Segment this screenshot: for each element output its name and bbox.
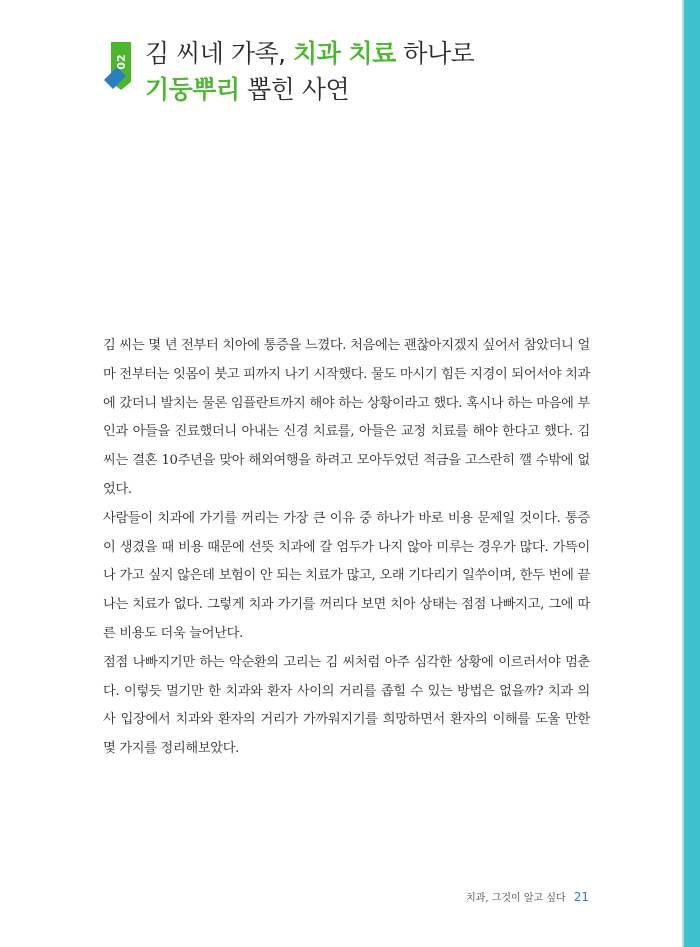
page-side-bar	[684, 0, 700, 947]
title-line2-highlight: 기둥뿌리	[145, 75, 240, 104]
page-number: 21	[573, 890, 589, 904]
body-paragraph: 사람들이 치과에 가기를 꺼리는 가장 큰 이유 중 하나가 바로 비용 문제일 것이다. 통증이 생겼을 때 비용 때문에 선뜻 치과에 갈 엄두가 나지 않아 미루는 경우가 많다. 가뜩이나 가고 싶지 않은데 보험이 안 되는 치료가 많고, 오래 기다리기 일쑤이며, 한두 번에 끝나는 치료가 없다. 그렇게 치과 가기를 꺼리다 보면 치아 상태는 점점 나빠지고, 그에 따른 비용도 더욱 늘어난다.	[103, 510, 590, 641]
title-line1-pre: 김 씨네 가족,	[145, 39, 294, 68]
title-line1-post: 하나로	[395, 39, 475, 68]
title-line2-post: 뽑힌 사연	[239, 75, 350, 104]
body-paragraph: 점점 나빠지기만 하는 악순환의 고리는 김 씨처럼 아주 심각한 상황에 이르러서야 멈춘다. 이렇듯 멀기만 한 치과와 환자 사이의 거리를 좁힐 수 있는 방법은 없을까? 치과 의사 입장에서 치과와 환자의 거리가 가까워지기를 희망하면서 환자의 이해를 도울 만한 몇 가지를 정리해보았다.	[103, 654, 590, 757]
page-footer	[466, 889, 589, 904]
title-line1-highlight: 치과 치료	[293, 39, 396, 68]
chapter-number-badge	[103, 38, 139, 96]
badge-number: 02	[115, 54, 128, 70]
chapter-title	[145, 36, 474, 108]
body-paragraph: 김 씨는 몇 년 전부터 치아에 통증을 느꼈다. 처음에는 괜찮아지겠지 싶어서 참았더니 얼마 전부터는 잇몸이 붓고 피까지 나기 시작했다. 물도 마시기 힘든 지경이 되어서야 치과에 갔더니 발치는 물론 임플란트까지 해야 하는 상황이라고 했다. 혹시나 하는 마음에 부인과 아들을 진료했더니 아내는 신경 치료를, 아들은 교정 치료를 해야 한다고 했다. 김 씨는 결혼 10주년을 맞아 해외여행을 하려고 모아두었던 적금을 고스란히 깰 수밖에 없었다.	[103, 338, 590, 497]
footer-book-title: 치과, 그것이 알고 싶다	[466, 893, 566, 904]
body-text	[103, 332, 590, 764]
